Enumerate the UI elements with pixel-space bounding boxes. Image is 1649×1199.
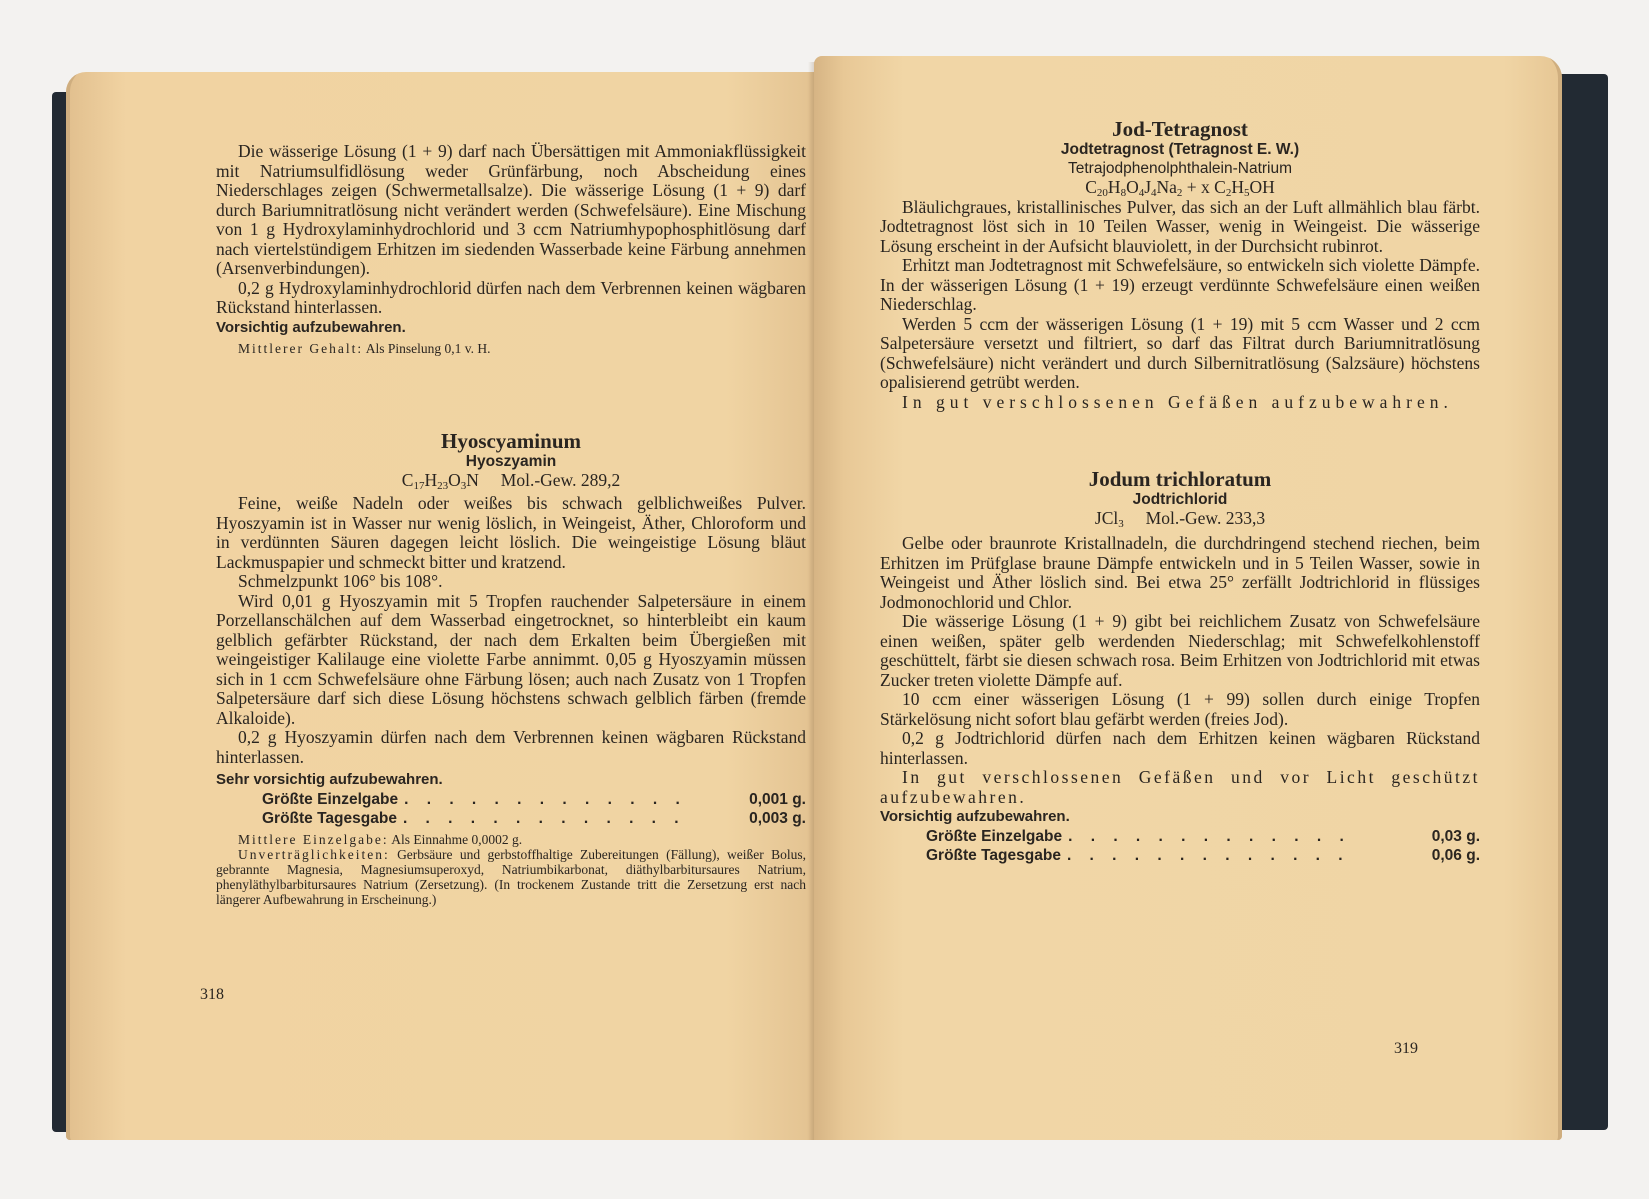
monograph-subtitle: Jodtrichlorid [1132, 490, 1228, 508]
paragraph: 0,2 g Jodtrichlorid dürfen nach dem Erhitzen keinen wägbaren Rückstand hinterlassen. [880, 728, 1480, 768]
monograph-title: Jod-Tetragnost [1112, 117, 1248, 141]
right-page [814, 56, 1562, 1140]
molecular-weight: Mol.-Gew. 233,3 [1145, 507, 1266, 528]
paragraph: Erhitzt man Jodtetragnost mit Schwefelsäure, so entwickeln sich violette Dämpfe. In der wässerigen Lösung (1 + 19) erzeugt verdünnte Schwefelsäure einen weißen Niederschlag. [880, 255, 1480, 314]
max-single-dose: Größte Einzelgabe . . . . . . . . . . . . . 0,03 g. [926, 827, 1480, 845]
max-single-dose: Größte Einzelgabe . . . . . . . . . . . . . 0,001 g. [262, 790, 806, 808]
storage-note: In gut verschlossenen Gefäßen aufzubewahren. [902, 391, 1453, 412]
max-daily-dose: Größte Tagesgabe . . . . . . . . . . . . . 0,06 g. [926, 846, 1480, 864]
paragraph: Bläulichgraues, kristallinisches Pulver, das sich an der Luft allmählich blau färbt. Jodtetragnost löst sich in 10 Teilen Wasser, wenig in Weingeist. Die wässerige Lösung erscheint in der Aufsicht blauviolett, in der Durchsicht rubinrot. [880, 196, 1480, 256]
storage-caution: Vorsichtig aufzubewahren. [880, 808, 1070, 825]
paragraph: Feine, weiße Nadeln oder weißes bis schwach gelblichweißes Pulver. Hyoszyamin ist in Wasser nur wenig löslich, in Weingeist, Äther, Chloroform und in verdünnten Säuren dagegen leicht löslich. Die weingeistige Lösung bläut Lackmuspapier und schmeckt bitter und kratzend. [216, 493, 806, 572]
storage-caution: Vorsichtig aufzubewahren. [216, 318, 406, 336]
paragraph: Werden 5 ccm der wässerigen Lösung (1 + 19) mit 5 ccm Wasser und 2 ccm Salpetersäure versetzt und filtriert, so darf das Filtrat durch Bariumnitratlösung (Schwefelsäure) nicht verändert und durch Silbernitratlösung (Salzsäure) höchstens opalisierend getrübt werden. [880, 313, 1480, 392]
chemical-formula: $C_{17}H_{23}O_3N$ Mol.-Gew. 289,2 [401, 469, 621, 492]
left-page [66, 72, 824, 1140]
right-page-text [880, 117, 1480, 865]
paragraph: 10 ccm einer wässerigen Lösung (1 + 99) sollen durch einige Tropfen Stärkelösung nicht sofort blau gefärbt werden (freies Jod). [880, 689, 1480, 729]
paragraph: Die wässerige Lösung (1 + 9) darf nach Übersättigen mit Ammoniakflüssigkeit mit Natriumsulfidlösung weder Grünfärbung, noch Abscheidung eines Niederschlages zeigen (Schwermetallsalze). Die wässerige Lösung (1 + 9) darf durch Bariumnitratlösung nicht verändert werden (Schwefelsäure). Eine Mischung von 1 g Hydroxylaminhydrochlorid und 3 ccm Natriumhypophosphitlösung darf nach viertelstündigem Erhitzen im siedenden Wasserbade keine Färbung annehmen (Arsenverbindungen). [216, 141, 806, 278]
monograph-title: Jodum trichloratum [1088, 467, 1272, 491]
paragraph: Die wässerige Lösung (1 + 9) gibt bei reichlichem Zusatz von Schwefelsäure einen weißen, später gelb werdenden Niederschlag; mit Schwefelkohlenstoff geschüttelt, färbt sie diesen schwach rosa. Beim Erhitzen von Jodtrichlorid mit etwas Zucker treten violette Dämpfe auf. [880, 611, 1480, 690]
left-page-text [216, 142, 806, 907]
average-content: Mittlerer Gehalt: Als Pinselung 0,1 v. H. [238, 341, 491, 356]
incompatibilities: Unverträglichkeiten: Gerbsäure und gerbstoffhaltige Zubereitungen (Fällung), weißer Bolus, gebrannte Magnesia, Magnesiumsuperoxyd, Natriumbikarbonat, diäthylbarbitursaures Natrium, phenyläthylbarbitursaures Natrium (Zersetzung). (In trockenem Zustande tritt die Zersetzung erst nach längerer Aufbewahrung in Erscheinung.) [216, 846, 806, 907]
molecular-weight: Mol.-Gew. 289,2 [500, 469, 621, 490]
page-number: 318 [200, 986, 224, 1003]
paragraph: Schmelzpunkt 106° bis 108°. [238, 571, 443, 591]
paragraph: 0,2 g Hydroxylaminhydrochlorid dürfen nach dem Verbrennen keinen wägbaren Rückstand hinterlassen. [216, 277, 806, 317]
storage-note: In gut verschlossenen Gefäßen und vor Licht geschützt aufzubewahren. [880, 767, 1480, 807]
page-number: 319 [1394, 1040, 1418, 1057]
paragraph: 0,2 g Hyoszyamin dürfen nach dem Verbrennen keinen wägbaren Rückstand hinterlassen. [216, 727, 806, 767]
paragraph: Wird 0,01 g Hyoszyamin mit 5 Tropfen rauchender Salpetersäure in einem Porzellanschälchen auf dem Wasserbad eingetrocknet, so hinterbleibt ein kaum gelblich gefärbter Rückstand, der nach dem Erkalten beim Übergießen mit weingeistiger Kalilauge eine violette Farbe annimmt. 0,05 g Hyoszyamin müssen sich in 1 ccm Schwefelsäure ohne Färbung lösen; auch nach Zusatz von 1 Tropfen Salpetersäure darf sich diese Lösung höchstens schwach gelblich färben (fremde Alkaloide). [216, 590, 806, 728]
chemical-formula: $C_{20}H_8O_4J_4Na_2 + x$ $C_2H_5OH$ [1085, 177, 1275, 199]
monograph-title: Hyoscyaminum [440, 429, 581, 453]
chemical-name: Tetrajodphenolphthalein-Natrium [1067, 159, 1293, 177]
chemical-formula: JCl$_3$ Mol.-Gew. 233,3 [1094, 507, 1266, 530]
paragraph: Gelbe oder braunrote Kristallnadeln, die durchdringend stechend riechen, beim Erhitzen im Prüfglase braune Dämpfe entwickeln und in 5 Teilen Wasser, sowie in Weingeist und Äther löslich sind. Bei etwa 25° zerfällt Jodtrichlorid in flüssiges Jodmonochlorid und Chlor. [880, 533, 1480, 612]
max-daily-dose: Größte Tagesgabe . . . . . . . . . . . . . 0,003 g. [262, 809, 806, 827]
storage-caution: Sehr vorsichtig aufzubewahren. [216, 771, 443, 788]
mean-single-dose: Mittlere Einzelgabe: Als Einnahme 0,0002 g. [238, 831, 523, 847]
monograph-subtitle: Jodtetragnost (Tetragnost E. W.) [1060, 140, 1300, 158]
monograph-subtitle: Hyoszyamin [465, 452, 557, 470]
